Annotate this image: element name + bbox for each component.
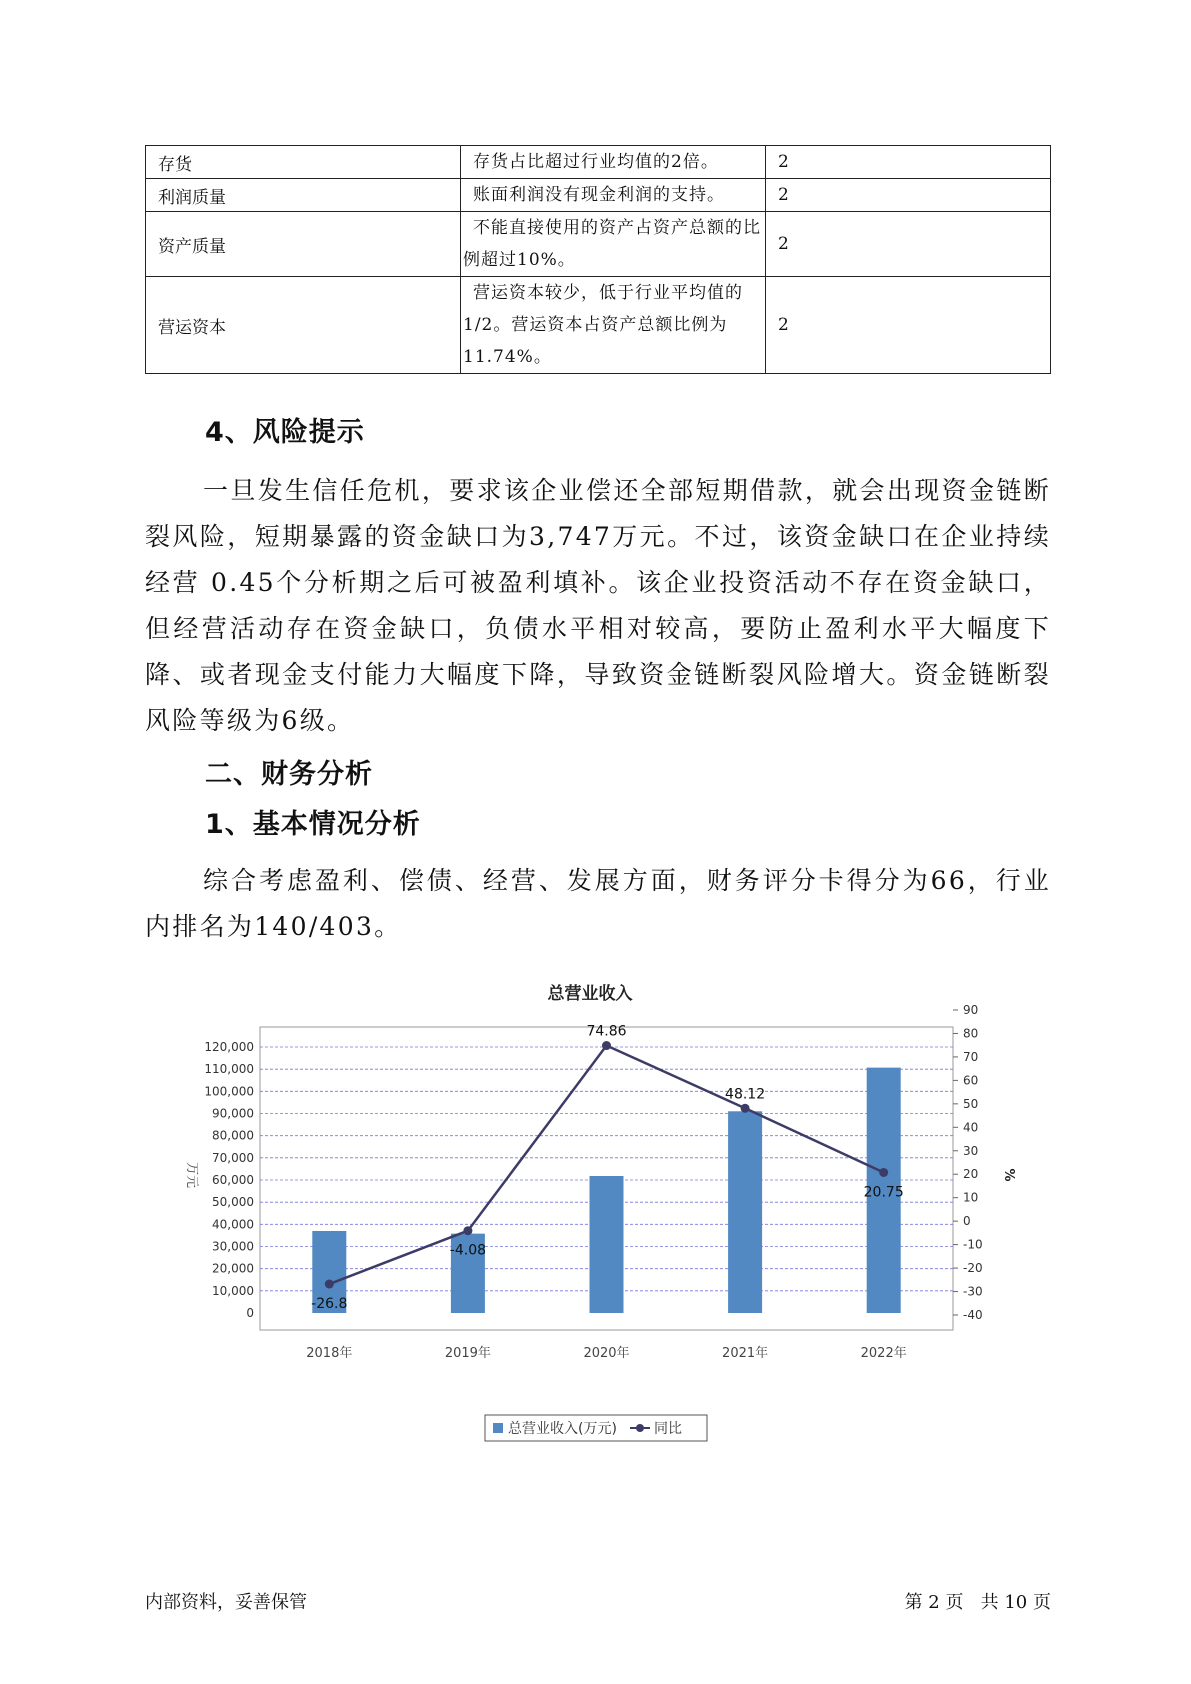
left-axis-ticks — [204, 1040, 254, 1320]
y-tick-label: 110,000 — [204, 1062, 254, 1077]
table-row — [146, 212, 1051, 277]
section-heading-finance: 二、财务分析 — [205, 759, 373, 790]
y2-tick-label: 10 — [963, 1190, 979, 1205]
line-point — [325, 1280, 334, 1289]
y-axis-label: 万元 — [184, 1161, 199, 1189]
y2-tick-label: 70 — [963, 1049, 979, 1064]
risk-table — [145, 145, 1051, 374]
x-tick-label: 2019年 — [444, 1346, 491, 1361]
line-point — [463, 1226, 472, 1235]
footer-confidential: 内部资料，妥善保管 — [145, 1592, 307, 1613]
y2-tick-label: 20 — [963, 1167, 979, 1182]
table-cell-score: 2 — [766, 212, 1051, 277]
table-cell-item: 营运资本 — [146, 277, 461, 374]
data-label: 74.86 — [586, 1023, 627, 1040]
y2-tick-label: -30 — [963, 1284, 983, 1299]
table-cell-description: 营运资本较少，低于行业平均值的1/2。营运资本占资产总额比例为11.74%。 — [461, 277, 766, 374]
data-label: -4.08 — [449, 1242, 487, 1259]
x-tick-label: 2020年 — [583, 1346, 630, 1361]
bar — [728, 1111, 762, 1313]
footer-page-number: 第 2 页 共 10 页 — [904, 1592, 1051, 1613]
y-tick-label: 120,000 — [204, 1040, 254, 1054]
y-tick-label: 90,000 — [212, 1106, 254, 1121]
y2-tick-label: 40 — [963, 1120, 979, 1135]
y-tick-label: 60,000 — [212, 1173, 254, 1187]
line-point — [879, 1168, 888, 1177]
y2-tick-label: 30 — [963, 1143, 979, 1158]
legend — [485, 1415, 707, 1441]
table-cell-score: 2 — [766, 277, 1051, 374]
y2-axis-label: % — [1001, 1168, 1016, 1182]
bar-series — [312, 1068, 900, 1313]
y-tick-label: 10,000 — [212, 1283, 254, 1298]
y-tick-label: 0 — [246, 1306, 254, 1320]
y-tick-label: 40,000 — [212, 1217, 254, 1232]
data-label: 48.12 — [725, 1086, 766, 1103]
y2-tick-label: 80 — [963, 1026, 979, 1041]
y-tick-label: 80,000 — [212, 1128, 254, 1143]
bar — [590, 1176, 624, 1313]
finance-paragraph: 综合考虑盈利、偿债、经营、发展方面，财务评分卡得分为66，行业内排名为140/403。 — [145, 866, 1051, 941]
y-tick-label: 30,000 — [212, 1239, 254, 1254]
data-label: 20.75 — [863, 1184, 904, 1201]
y-tick-label: 100,000 — [204, 1084, 254, 1099]
section-heading-risk: 4、风险提示 — [205, 417, 365, 448]
table-cell-description: 不能直接使用的资产占资产总额的比例超过10%。 — [461, 212, 766, 277]
table-cell-item: 存货 — [146, 146, 461, 179]
legend-bar-swatch — [493, 1423, 503, 1433]
y2-tick-label: -40 — [963, 1308, 983, 1322]
y2-tick-label: 50 — [963, 1096, 979, 1111]
x-tick-label: 2022年 — [860, 1346, 907, 1361]
y2-tick-label: -10 — [963, 1237, 983, 1252]
line-point — [741, 1104, 750, 1113]
y-tick-label: 70,000 — [212, 1150, 254, 1165]
subsection-heading-basic: 1、基本情况分析 — [205, 809, 421, 840]
y2-tick-label: 0 — [963, 1214, 971, 1229]
x-tick-label: 2021年 — [722, 1346, 769, 1361]
table-cell-description: 账面利润没有现金利润的支持。 — [461, 179, 766, 212]
table-row — [146, 179, 1051, 212]
right-axis-ticks — [953, 1003, 983, 1322]
table-cell-item: 资产质量 — [146, 212, 461, 277]
table-cell-score: 2 — [766, 146, 1051, 179]
legend-line-marker — [636, 1424, 644, 1432]
x-tick-label: 2018年 — [306, 1346, 353, 1361]
x-axis-labels — [306, 1345, 906, 1361]
legend-line-label: 同比 — [654, 1421, 682, 1437]
y-tick-label: 20,000 — [212, 1261, 254, 1276]
table-cell-description: 存货占比超过行业均值的2倍。 — [461, 146, 766, 179]
table-row — [146, 146, 1051, 179]
y2-tick-label: -20 — [963, 1261, 983, 1276]
table-cell-item: 利润质量 — [146, 179, 461, 212]
revenue-chart — [150, 975, 1030, 1445]
legend-bar-label: 总营业收入(万元) — [508, 1421, 617, 1437]
table-cell-score: 2 — [766, 179, 1051, 212]
y-tick-label: 50,000 — [212, 1195, 254, 1210]
table-row — [146, 277, 1051, 374]
chart-title: 总营业收入 — [547, 984, 633, 1004]
y2-tick-label: 90 — [963, 1003, 979, 1017]
data-label: -26.8 — [311, 1296, 348, 1313]
y2-tick-label: 60 — [963, 1073, 979, 1088]
line-point — [602, 1041, 611, 1050]
risk-paragraph: 一旦发生信任危机，要求该企业偿还全部短期借款，就会出现资金链断裂风险，短期暴露的资金缺口为3,747万元。不过，该资金缺口在企业持续经营 0.45个分析期之后可被盈利填补。该企业投资活动不存在资金缺口，但经营活动存在资金缺口，负债水平相对较高，要防止盈利水平大幅度下降、或者现金支付能力大幅度下降，导致资金链断裂风险增大。资金链断裂风险等级为6级。 — [145, 476, 1051, 735]
